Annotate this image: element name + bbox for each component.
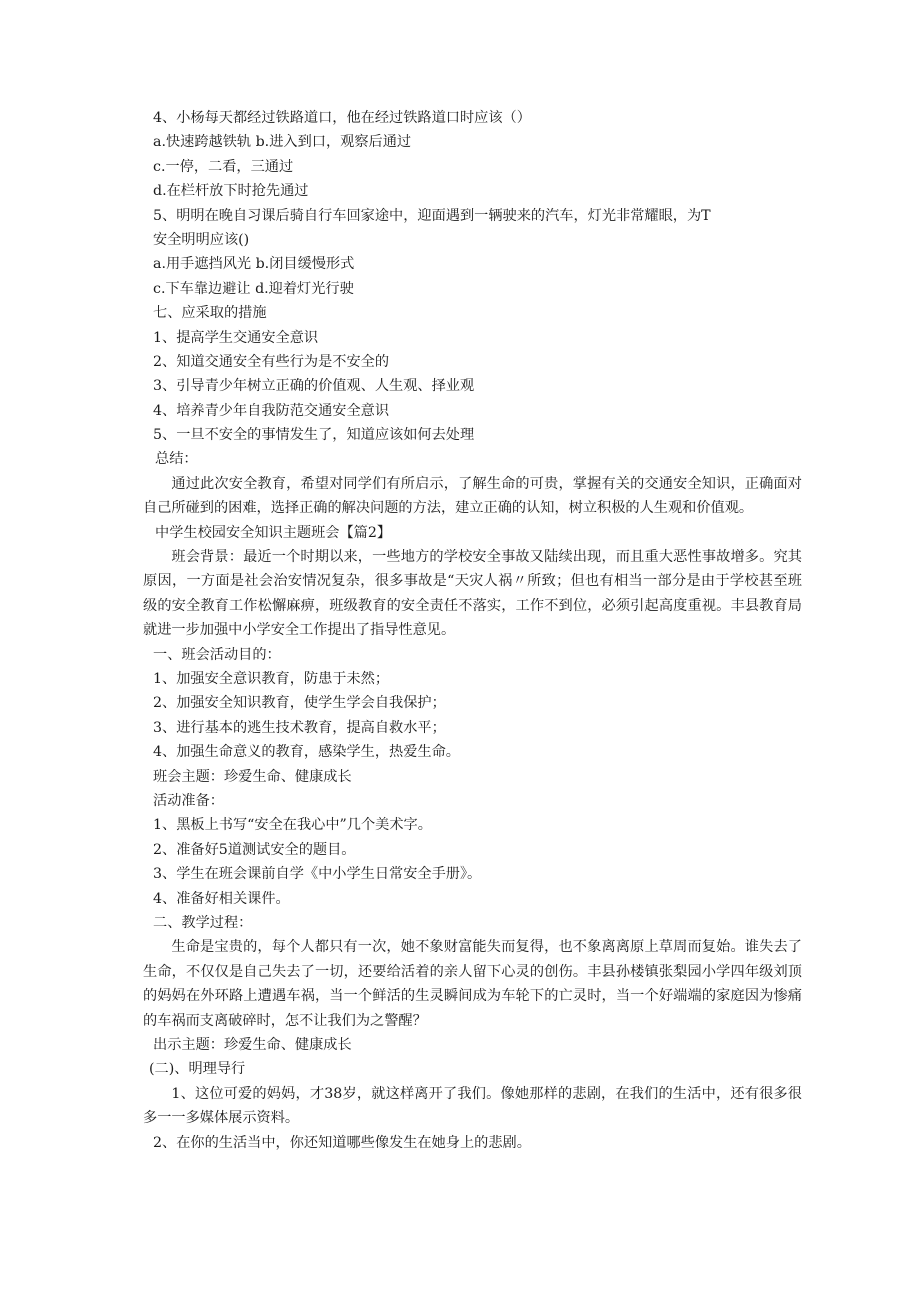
class-theme: 班会主题：珍爱生命、健康成长	[153, 768, 352, 785]
list-item: 1、加强安全意识教育，防患于未然；	[153, 671, 390, 688]
list-item: 2、知道交通安全有些行为是不安全的	[153, 353, 390, 370]
list-item: 1、黑板上书写“安全在我心中”几个美术字。	[153, 817, 432, 834]
part2-title: 中学生校园安全知识主题班会【篇2】	[155, 524, 392, 541]
quiz-option-d: d.在栏杆放下时抢先通过	[153, 183, 309, 200]
quiz-options-c-d: c.下车靠边避让 d.迎着灯光行驶	[153, 280, 354, 297]
list-item: 3、进行基本的逃生技术教育，提高自救水平；	[153, 719, 446, 736]
quiz-options-a-b: a.用手遮挡风光 b.闭目缓慢形式	[153, 256, 355, 273]
quiz-question-5-continued: 安全明明应该()	[153, 231, 250, 248]
list-item: 4、加强生命意义的教育，感染学生，热爱生命。	[153, 744, 460, 761]
background-paragraph: 班会背景：最近一个时期以来，一些地方的学校安全事故又陆续出现，而且重大恶性事故增多。究其原因，一方面是社会治安情况复杂，很多事故是“天灾人祸〃所致；但也有相当一部分是由于学校甚至班级的安全教育工作松懈麻痹，班级教育的安全责任不落实，工作不到位，必须引起高度重视。丰县教育局就进一步加强中小学安全工作提出了指导性意见。	[143, 549, 802, 639]
quiz-question-5: 5、明明在晚自习课后骑自行车回家途中，迎面遇到一辆驶来的汽车，灯光非常耀眼，为T	[153, 207, 711, 224]
show-theme: 出示主题：珍爱生命、健康成长	[153, 1037, 352, 1053]
quiz-question-4: 4、小杨每天都经过铁路道口，他在经过铁路道口时应该（）	[153, 110, 531, 126]
sub-item-1: 1、这位可爱的妈妈，才38岁，就这样离开了我们。像她那样的悲剧，在我们的生活中，还有很多很多一一多媒体展示资料。	[143, 1085, 802, 1127]
summary-paragraph: 通过此次安全教育，希望对同学们有所启示，了解生命的可贵，掌握有关的交通安全知识，正确面对自己所碰到的困难，选择正确的解决问题的方法，建立正确的认知，树立积极的人生观和价值观。	[143, 475, 802, 517]
list-item: 5、一旦不安全的事情发生了，知道应该如何去处理	[153, 427, 475, 444]
list-item: 1、提高学生交通安全意识	[153, 329, 319, 346]
sub-item-2: 2、在你的生活当中，你还知道哪些像发生在她身上的悲剧。	[153, 1134, 531, 1151]
quiz-options-a-b: a.快速跨越铁轨 b.进入到口，观察后通过	[153, 134, 412, 151]
sub-heading: (二)、明理导行	[149, 1061, 246, 1078]
measures-heading: 七、应采取的措施	[153, 305, 267, 322]
quiz-option-c: c.一停，二看，三通过	[153, 158, 294, 175]
goals-heading: 一、班会活动目的：	[153, 646, 281, 663]
list-item: 2、准备好5道测试安全的题目。	[153, 841, 356, 858]
list-item: 4、培养青少年自我防范交通安全意识	[153, 402, 390, 419]
list-item: 4、准备好相关课件。	[153, 890, 290, 907]
prep-heading: 活动准备：	[153, 793, 224, 810]
process-paragraph: 生命是宝贵的，每个人都只有一次，她不象财富能失而复得，也不象离离原上草周而复始。谁失去了生命，不仅仅是自己失去了一切，还要给活着的亲人留下心灵的创伤。丰县孙楼镇张梨园小学四年级刘顶的妈妈在外环路上遭遇车祸，当一个鲜活的生灵瞬间成为车轮下的亡灵时，当一个好端端的家庭因为惨痛的车祸而支离破碎时，怎不让我们为之警醒？	[143, 939, 802, 1029]
summary-heading: 总结：	[155, 451, 198, 468]
process-heading: 二、教学过程：	[153, 914, 253, 931]
list-item: 3、学生在班会课前自学《中小学生日常安全手册》。	[153, 866, 482, 883]
list-item: 3、引导青少年树立正确的价值观、人生观、择业观	[153, 378, 475, 395]
list-item: 2、加强安全知识教育，使学生学会自我保护；	[153, 695, 446, 712]
